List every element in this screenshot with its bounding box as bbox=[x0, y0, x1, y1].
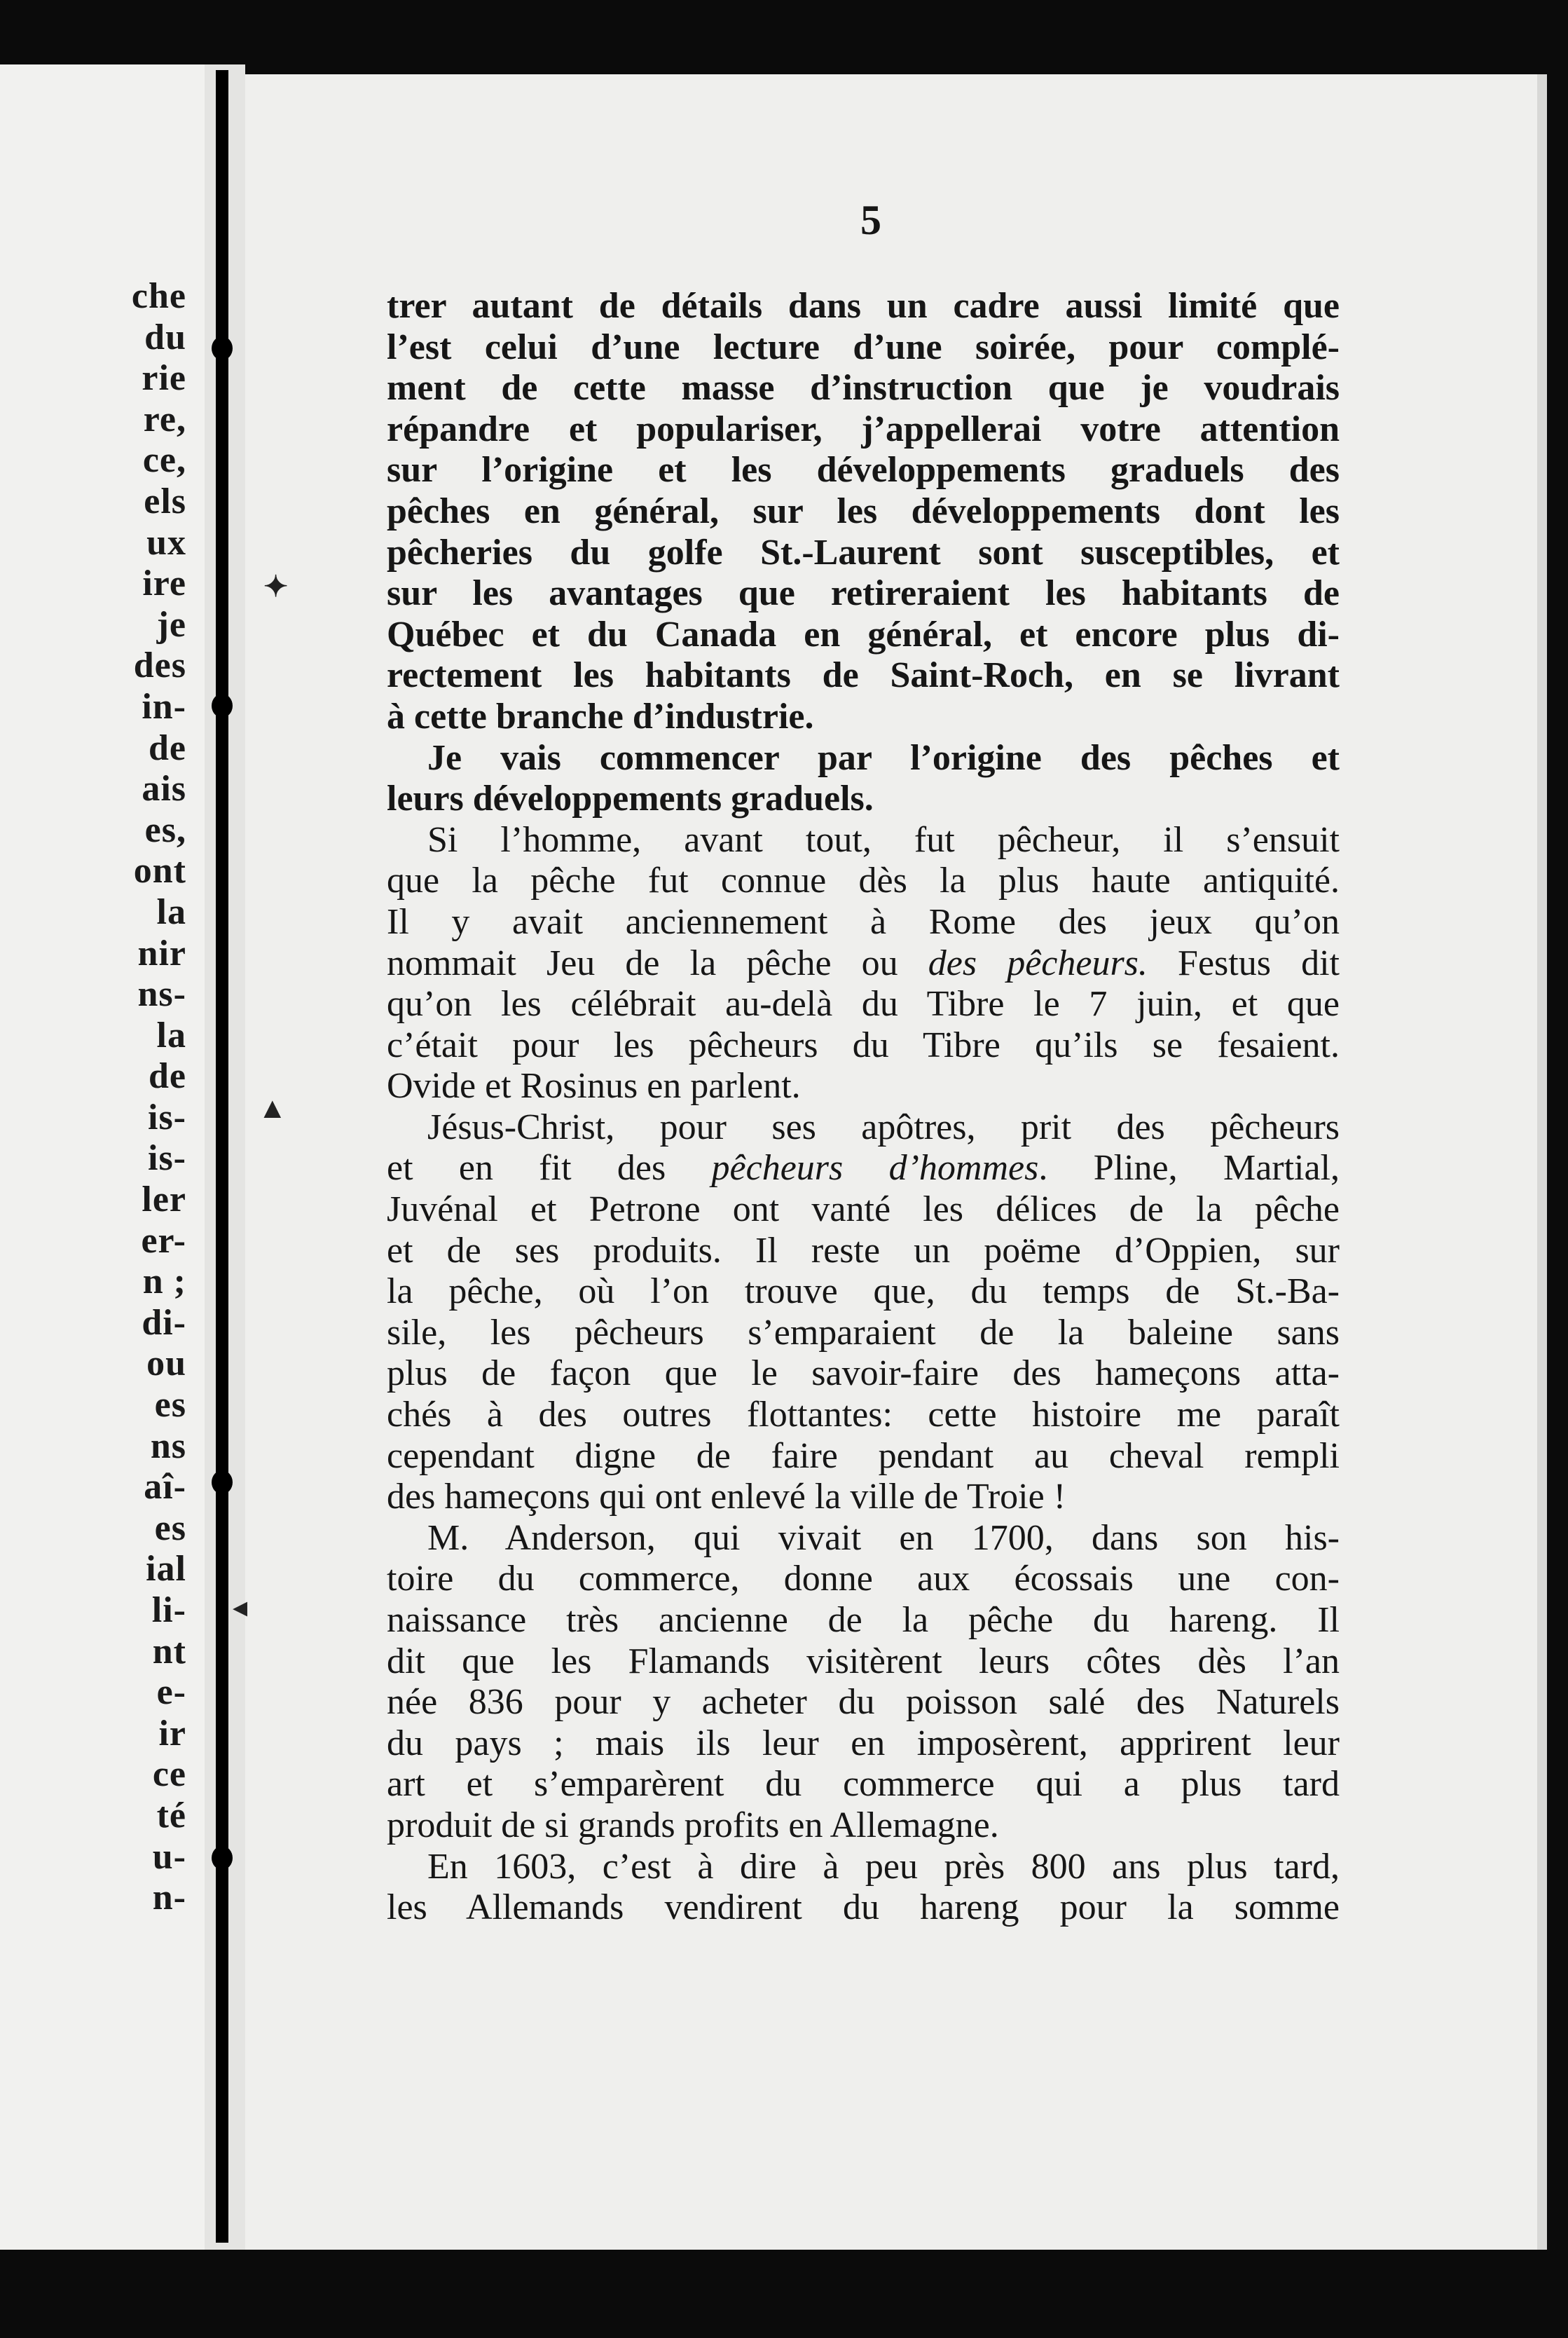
facing-page-fragment-line: de bbox=[149, 727, 186, 768]
text-line: cependant digne de faire pendant au cheval rempli bbox=[387, 1435, 1340, 1476]
text-line: les Allemands vendirent du hareng pour la somme bbox=[387, 1887, 1340, 1928]
text-line: art et s’emparèrent du commerce qui a plus tard bbox=[387, 1764, 1340, 1805]
facing-page-fragment-line: in- bbox=[142, 686, 186, 727]
facing-page-fragment-line: els bbox=[144, 481, 186, 521]
facing-page-fragment-line: rie bbox=[142, 358, 186, 399]
text-line: produit de si grands profits en Allemagne. bbox=[387, 1805, 999, 1845]
facing-page-fragment-line: di- bbox=[142, 1302, 186, 1343]
text-line: sile, les pêcheurs s’emparaient de la baleine sans bbox=[387, 1312, 1340, 1353]
facing-page-fragment-line: ce, bbox=[142, 440, 186, 481]
text-line: du pays ; mais ils leur en imposèrent, apprirent leur bbox=[387, 1723, 1340, 1763]
facing-page-fragment-line: ns bbox=[150, 1426, 186, 1466]
facing-page-fragment bbox=[0, 64, 205, 2250]
italic-phrase: des pêcheurs. bbox=[928, 943, 1148, 983]
facing-page-fragment-line: ler bbox=[142, 1180, 186, 1220]
text-line: ment de cette masse d’instruction que je voudrais bbox=[387, 368, 1340, 409]
text-line: l’est celui d’une lecture d’une soirée, pour complé- bbox=[387, 327, 1340, 367]
facing-page-fragment-line: er- bbox=[141, 1220, 186, 1261]
facing-page-fragment-line: té bbox=[156, 1795, 186, 1835]
binding-stitch bbox=[212, 1846, 233, 1870]
text-line: que la pêche fut connue dès la plus haute antiquité. bbox=[387, 861, 1340, 901]
facing-page-fragment-line: nir bbox=[137, 933, 186, 973]
facing-page-fragment-line: du bbox=[144, 317, 186, 357]
text-line: et en fit des pêcheurs d’hommes. Pline, Martial, bbox=[387, 1148, 1340, 1189]
text-line: rectement les habitants de Saint-Roch, en se livrant bbox=[387, 655, 1340, 696]
binding-stitch bbox=[212, 1470, 233, 1494]
facing-page-fragment-line: la bbox=[156, 891, 186, 932]
facing-page-line-ends bbox=[132, 276, 186, 1919]
text-line: Il y avait anciennement à Rome des jeux qu’on bbox=[387, 901, 1340, 942]
facing-page-fragment-line: es bbox=[154, 1508, 186, 1548]
facing-page-fragment-line: ux bbox=[146, 522, 186, 563]
margin-mark: ▲ bbox=[258, 1093, 287, 1125]
facing-page-fragment-line: ial bbox=[146, 1549, 186, 1590]
facing-page-fragment-line: is- bbox=[148, 1097, 186, 1137]
text-line: naissance très ancienne de la pêche du hareng. Il bbox=[387, 1600, 1340, 1640]
facing-page-fragment-line: re, bbox=[143, 399, 186, 439]
text-line: trer autant de détails dans un cadre aussi limité que bbox=[387, 286, 1340, 326]
text-line: plus de façon que le savoir-faire des hameçons atta- bbox=[387, 1353, 1340, 1394]
facing-page-fragment-line: e- bbox=[156, 1672, 186, 1713]
text-line: Ovide et Rosinus en parlent. bbox=[387, 1066, 801, 1107]
facing-page-fragment-line: ire bbox=[142, 563, 186, 604]
text-line: chés à des outres flottantes: cette histoire me paraît bbox=[387, 1395, 1340, 1435]
facing-page-fragment-line: des bbox=[133, 645, 186, 686]
text-line: Si l’homme, avant tout, fut pêcheur, il s’ensuit bbox=[427, 819, 1340, 860]
text-line: En 1603, c’est à dire à peu près 800 ans plus tard, bbox=[427, 1846, 1340, 1887]
text-line: pêcheries du golfe St.-Laurent sont susceptibles, et bbox=[387, 532, 1340, 573]
facing-page-fragment-line: is- bbox=[148, 1138, 186, 1179]
text-line: nommait Jeu de la pêche ou des pêcheurs. Festus dit bbox=[387, 943, 1340, 983]
binding-stitch bbox=[212, 336, 233, 360]
facing-page-fragment-line: je bbox=[156, 604, 186, 645]
margin-mark: ✦ bbox=[263, 571, 289, 603]
facing-page-fragment-line: es, bbox=[144, 809, 186, 850]
facing-page-fragment-line: n- bbox=[152, 1878, 186, 1918]
text-line: sur l’origine et les développements graduels des bbox=[387, 450, 1340, 491]
text-line: répandre et populariser, j’appellerai votre attention bbox=[387, 409, 1340, 449]
facing-page-fragment-line: ont bbox=[133, 851, 186, 891]
text-line: Je vais commencer par l’origine des pêches et bbox=[427, 737, 1340, 778]
text-line: leurs développements graduels. bbox=[387, 779, 874, 819]
text-line: née 836 pour y acheter du poisson salé des Naturels bbox=[387, 1682, 1340, 1723]
facing-page-fragment-line: de bbox=[149, 1056, 186, 1097]
text-line: Jésus-Christ, pour ses apôtres, prit des pêcheurs bbox=[427, 1107, 1340, 1147]
text-line: la pêche, où l’on trouve que, du temps de St.-Ba- bbox=[387, 1271, 1340, 1312]
facing-page-fragment-line: n ; bbox=[142, 1262, 186, 1302]
facing-page-fragment-line: ais bbox=[142, 769, 186, 809]
text-line: toire du commerce, donne aux écossais une con- bbox=[387, 1559, 1340, 1599]
facing-page-fragment-line: ir bbox=[158, 1713, 186, 1754]
page-edge bbox=[1537, 74, 1547, 2250]
italic-phrase: pêcheurs d’hommes bbox=[711, 1148, 1039, 1189]
facing-page-fragment-line: ns- bbox=[137, 974, 186, 1015]
margin-mark: ◂ bbox=[233, 1592, 248, 1624]
text-line: M. Anderson, qui vivait en 1700, dans son his- bbox=[427, 1517, 1340, 1558]
facing-page-fragment-line: che bbox=[131, 276, 186, 316]
facing-page-fragment-line: li- bbox=[151, 1590, 186, 1630]
facing-page-fragment-line: es bbox=[154, 1385, 186, 1426]
text-line: dit que les Flamands visitèrent leurs côtes dès l’an bbox=[387, 1641, 1340, 1681]
facing-page-fragment-line: ce bbox=[152, 1754, 186, 1795]
text-line: Québec et du Canada en général, et encore plus di- bbox=[387, 614, 1340, 655]
text-line: des hameçons qui ont enlevé la ville de Troie ! bbox=[387, 1477, 1066, 1517]
text-line: Juvénal et Petrone ont vanté les délices de la pêche bbox=[387, 1189, 1340, 1230]
text-line: c’était pour les pêcheurs du Tibre qu’ils se fesaient. bbox=[387, 1025, 1340, 1065]
text-line: et de ses produits. Il reste un poëme d’Oppien, sur bbox=[387, 1230, 1340, 1271]
text-line: à cette branche d’industrie. bbox=[387, 696, 814, 737]
page-number: 5 bbox=[860, 197, 881, 243]
facing-page-fragment-line: u- bbox=[152, 1836, 186, 1877]
facing-page-fragment-line: ou bbox=[146, 1344, 186, 1384]
facing-page-fragment-line: la bbox=[156, 1015, 186, 1055]
text-line: sur les avantages que retireraient les habitants de bbox=[387, 573, 1340, 614]
text-line: qu’on les célébrait au-delà du Tibre le 7 juin, et que bbox=[387, 984, 1340, 1025]
binding-line bbox=[216, 70, 228, 2243]
text-line: pêches en général, sur les développements dont les bbox=[387, 491, 1340, 531]
body-text bbox=[387, 286, 1340, 1929]
facing-page-fragment-line: aî- bbox=[144, 1467, 186, 1508]
facing-page-fragment-line: nt bbox=[152, 1631, 186, 1672]
binding-stitch bbox=[212, 694, 233, 718]
